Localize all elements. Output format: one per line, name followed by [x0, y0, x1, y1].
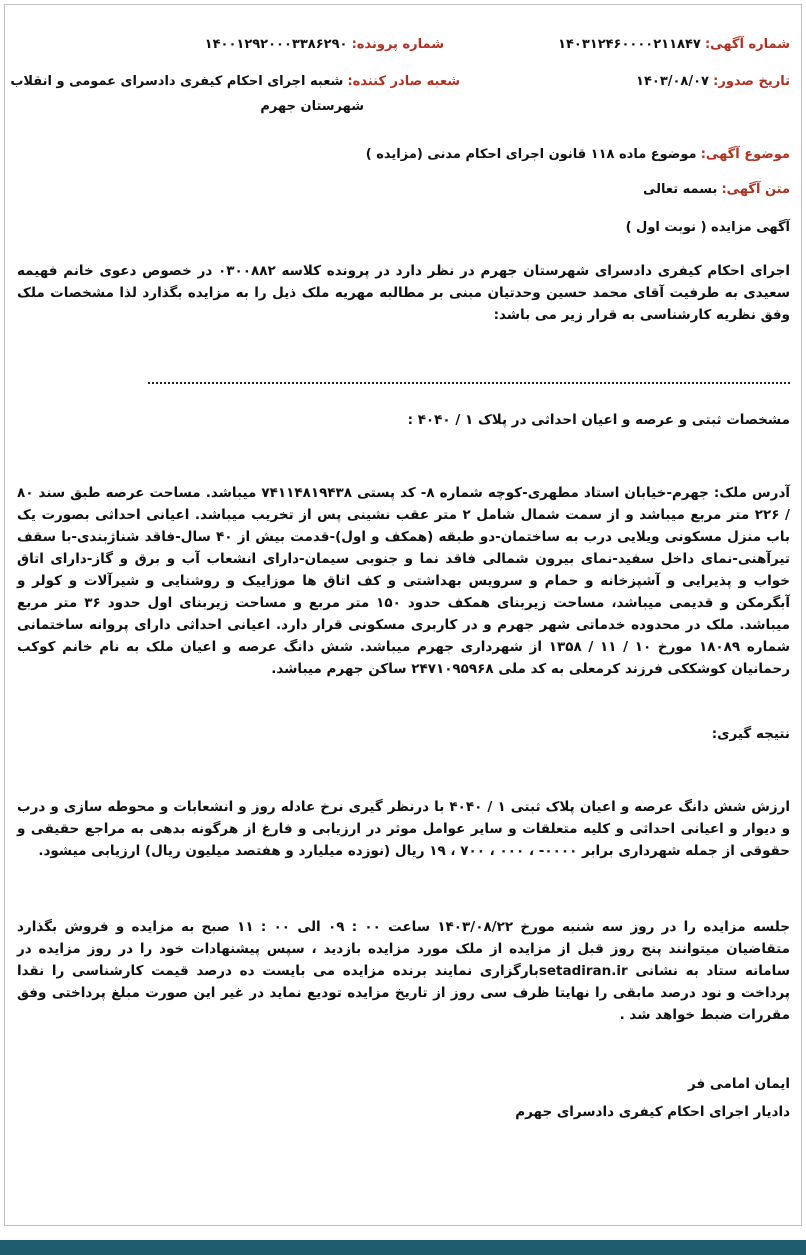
issuer [10, 73, 460, 91]
paragraph-valuation: ارزش شش دانگ عرصه و اعیان پلاک ثبتی ۱ / ۴۰۴۰ با درنظر گیری نرخ عادله روز و انشعابات و محوطه سازی و درب و دیوار و اعیانی احداثی و کلیه متعلقات و سایر عوامل موثر در ارزیابی و فارغ از هرگونه بدهی به مراجع حقیقی و حقوقی از جمله شهرداری برابر ۰۰۰۰- ، ۰۰۰ ، ۷۰۰ ، ۱۹ ریال (نوزده میلیارد و هفتصد میلیون ریال) ارزیابی میشود. [17, 799, 790, 859]
issue-date [636, 73, 790, 91]
paragraph-auction [17, 916, 790, 1026]
issuer-value-line1: شعبه اجرای احکام کیفری دادسرای عمومی و انقلاب [10, 74, 344, 89]
setadiran-link[interactable]: setadiran.ir [538, 963, 628, 979]
dotted-separator [148, 382, 790, 384]
subject-value: موضوع ماده ۱۱۸ قانون اجرای احکام مدنی (مزایده ) [365, 147, 697, 162]
issue-date-label: تاریخ صدور: [713, 74, 790, 89]
notice-number [558, 36, 790, 54]
specs-heading [408, 411, 790, 429]
issuer-label: شعبه صادر کننده: [347, 74, 460, 89]
auction-text-part1: جلسه مزایده را در روز سه شنبه مورخ ۱۴۰۳/۰۸/۲۲ ساعت ۰۰ : ۰۹ الی ۰۰ : ۱۱ صبح به مزایده و فروش بگذارد متقاضیان میتوانند پنج روز قبل از مزایده از ملک مورد مزایده بازدید ، سپس پیشنهادات خود را در روز مزایده در سامانه ستاد به نشانی [17, 919, 790, 979]
specs-heading-text: مشخصات ثبتی و عرصه و اعیان احداثی در پلاک ۱ / ۴۰۴۰ : [407, 412, 790, 428]
result-heading-text: نتیجه گیری: [711, 726, 790, 742]
text-intro [643, 181, 790, 199]
result-heading [712, 725, 790, 743]
text-intro-value: بسمه تعالی [642, 182, 718, 197]
subject [366, 146, 790, 164]
signer-name: ایمان امامی فر [687, 1076, 790, 1092]
auction-text-part2: بارگزاری نمایند برنده مزایده می بایست ده درصد قیمت کارشناسی را نقدا پرداخت و نود درصد مابقی را نهایتا ظرف سی روز از تاریخ مزایده تودیع نماید در غیر این صورت مبلغ پرداختی وفق مقررات ضبط خواهد شد . [17, 963, 790, 1023]
subject-label: موضوع آگهی: [700, 147, 790, 162]
signature-title [515, 1103, 790, 1121]
footer-bar [0, 1240, 806, 1255]
case-number [205, 36, 444, 54]
paragraph-property: آدرس ملک: جهرم-خیابان استاد مطهری-کوچه شماره ۸- کد پستی ۷۴۱۱۴۸۱۹۴۳۸ میباشد. مساحت عرصه طبق سند ۸۰ / ۲۲۶ متر مربع میباشد و از سمت شمال شامل ۲ متر عقب نشینی پس از تخریب میباشد. اعیانی احداثی بصورت یک باب منزل مسکونی ویلایی درب به ساختمان-دو طبقه (همکف و اول)-قدمت بیش از ۴۰ سال-فاقد شناژبندی-با سقف تیرآهنی-نمای داخل سفید-نمای بیرون شمالی فاقد نما و جنوبی سیمان-دارای انشعاب آب و برق و گاز-دارای اتاق خواب و پذیرایی و آشپزخانه و حمام و سرویس بهداشتی و کف اتاق ها موزاییک و روشنایی و شیرآلات و کولر و آبگرمکن و قدیمی میباشد، مساحت زیربنای همکف حدود ۱۵۰ متر مربع و مساحت زیربنای اول حدود ۳۶ متر مربع میباشد. ملک در محدوده خدماتی شهر جهرم و در کاربری مسکونی قرار دارد. اعیانی احداثی دارای پروانه ساختمانی شماره ۱۸۰۸۹ مورخ ۱۰ / ۱۱ / ۱۳۵۸ از شهرداری جهرم میباشد. شش دانگ عرصه و اعیان ملک به نام خانم کوکب رحمانیان کوشککی فرزند کرمعلی به کد ملی ۲۴۷۱۰۹۵۹۶۸ ساکن جهرم میباشد. [17, 485, 791, 677]
paragraph-intro: اجرای احکام کیفری دادسرای شهرستان جهرم در نظر دارد در پرونده کلاسه ۰۳۰۰۸۸۲ در خصوص دعوی خانم فهیمه سعیدی به طرفیت آقای محمد حسین وحدتیان مبنی بر مطالبه مهریه ملک ذیل را به مزایده بگذارد لذا مشخصات ملک وفق نظریه کارشناسی به قرار زیر می باشد: [17, 263, 791, 323]
signer-title: دادیار اجرای احکام کیفری دادسرای جهرم [515, 1104, 790, 1120]
notice-number-value: ۱۴۰۳۱۲۴۶۰۰۰۰۲۱۱۸۴۷ [558, 37, 701, 52]
issuer-value-line2: شهرستان جهرم [260, 99, 364, 114]
notice-title-text: آگهی مزایده ( نوبت اول ) [625, 220, 790, 235]
notice-number-label: شماره آگهی: [704, 37, 790, 52]
text-intro-label: متن آگهی: [721, 182, 790, 197]
signature-name [688, 1075, 790, 1093]
case-number-value: ۱۴۰۰۱۲۹۲۰۰۰۳۳۸۶۲۹۰ [204, 37, 348, 52]
issuer-line2 [260, 98, 364, 116]
case-number-label: شماره پرونده: [351, 37, 444, 52]
notice-title [626, 219, 790, 237]
issue-date-value: ۱۴۰۳/۰۸/۰۷ [636, 74, 709, 89]
